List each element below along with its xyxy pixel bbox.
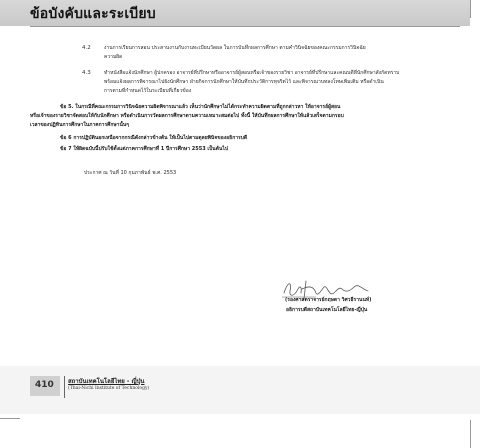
page-title: ข้อบังคับและระเบียบ — [30, 6, 156, 22]
item-4-3-line: พร้อมแจ้งผลการพิจารณาไปยังนักศึกษา ฝ่ายกิจการนักศึกษาให้บันทึกประวัติการทุจริตไว้ และพิจารณาบทลงโทษเพิ่มเติม หรือดำเนิน — [104, 79, 384, 85]
signatory-position: อธิการบดีสถาบันเทคโนโลยีไทย-ญี่ปุ่น — [286, 307, 368, 313]
footer-institute-name: สถาบันเทคโนโลยีไทย - ญี่ปุ่น — [68, 378, 145, 385]
crop-mark — [470, 0, 471, 18]
footer-institute-english: (Thai-Nichi Institute of Technology) — [68, 386, 150, 391]
clause-5-line: หรือเจ้าของรายวิชาจัดสอบให้กับนักศึกษา หรือดำเนินการวัดผลการศึกษาตามความเหมาะสมต่อไป ทั้งนี้ ให้บันทึกผลการศึกษาให้แล้วเสร็จตามกรอบ — [30, 113, 344, 119]
item-4-3-line: ทำหนังสือแจ้งนักศึกษา ผู้ปกครอง อาจารย์ที่ปรึกษาหรืออาจารย์ผู้สอนหรือเจ้าของรายวิชา อาจารย์ที่ปรึกษาและคณบดีที่นักศึกษาสังกัดทราบ — [104, 70, 400, 76]
item-number: 4.3 — [82, 70, 91, 76]
item-number: 4.2 — [82, 45, 91, 51]
crop-mark — [470, 420, 471, 448]
announcement-date: ประกาศ ณ วันที่ 10 กุมภาพันธ์ พ.ศ. 2553 — [84, 170, 177, 176]
item-4-2-line: งานการเรียนการสอน ประสานงานกับงานทะเบียนวัดผล ในการบันทึกผลการศึกษา ตามคำวินิจฉัยของคณะกรรมการวินิจฉัย — [104, 45, 366, 51]
signatory-name: (รองศาสตราจารย์กฤษดา วิศวธีรานนท์) — [285, 297, 372, 303]
page-number: 410 — [35, 380, 54, 390]
item-4-3-line: การตามที่กำหนดไว้ในระเบียบที่เกี่ยวข้อง — [104, 88, 192, 94]
footer-divider — [64, 376, 65, 398]
clause-5-line: ข้อ 5. ในกรณีที่คณะกรรมการวินิจฉัยความผิดพิจารณาแล้ว เห็นว่านักศึกษาไม่ได้กระทำความผิดตามที่ถูกกล่าวหา ให้อาจารย์ผู้สอน — [60, 104, 341, 110]
clause-5-line: เวลาของปฏิทินการศึกษาในภาคการศึกษานั้นๆ — [30, 122, 129, 128]
clause-7: ข้อ 7 ให้ผิดฉบับนี้ปรับใช้ตั้งแต่ภาคการศึกษาที่ 1 ปีการศึกษา 2553 เป็นต้นไป — [60, 146, 229, 152]
clause-6: ข้อ 6 การปฏิบัตินอกเหนือจากกรณีดังกล่าวข้างต้น ให้เป็นไปตามดุลยพินิจของอธิการบดี — [60, 135, 248, 141]
item-4-2-line: ความผิด — [104, 54, 123, 60]
crop-mark — [0, 418, 20, 419]
header-divider — [30, 26, 460, 27]
